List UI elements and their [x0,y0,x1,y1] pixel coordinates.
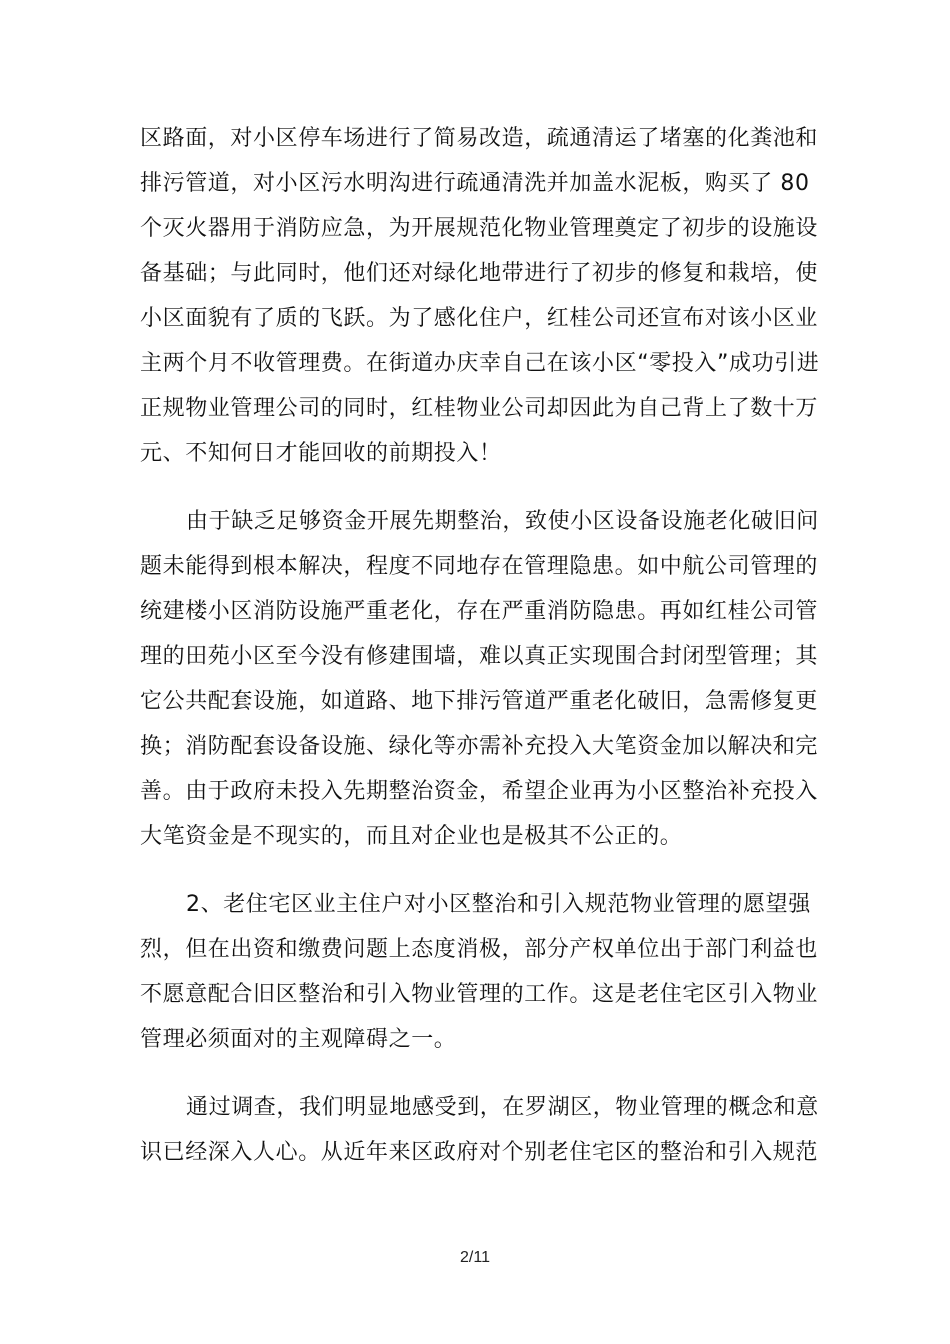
text-line: 主两个月不收管理费。在街道办庆幸自己在该小区“零投入”成功引进 [140,351,820,376]
text-line: 理的田苑小区至今没有修建围墙，难以真正实现围合封闭型管理；其 [140,644,819,669]
paragraph-first-line: 由于缺乏足够资金开展先期整治，致使小区设备设施老化破旧问 [186,509,819,534]
text-line: 它公共配套设施，如道路、地下排污管道严重老化破旧，急需修复更 [140,689,819,714]
text-line: 换；消防配套设备设施、绿化等亦需补充投入大笔资金加以解决和完 [140,734,819,759]
text-line: 备基础；与此同时，他们还对绿化地带进行了初步的修复和栽培，使 [140,261,819,286]
text-line: 区路面，对小区停车场进行了简易改造，疏通清运了堵塞的化粪池和 [140,126,819,151]
text-line: 不愿意配合旧区整治和引入物业管理的工作。这是老住宅区引入物业 [140,982,819,1007]
text-line: 元、不知何日才能回收的前期投入！ [140,441,502,466]
text-line: 个灭火器用于消防应急，为开展规范化物业管理奠定了初步的设施设 [140,216,819,241]
text-line: 小区面貌有了质的飞跃。为了感化住户，红桂公司还宣布对该小区业 [140,306,819,331]
text-line: 大笔资金是不现实的，而且对企业也是极其不公正的。 [140,824,683,849]
page-number: 2/11 [460,1249,490,1266]
text-line: 善。由于政府未投入先期整治资金，希望企业再为小区整治补充投入 [140,779,819,804]
text-line: 排污管道，对小区污水明沟进行疏通清洗并加盖水泥板，购买了 80 [140,171,810,196]
paragraph-first-line: 2、老住宅区业主住户对小区整治和引入规范物业管理的愿望强 [186,892,811,917]
text-line: 烈，但在出资和缴费问题上态度消极，部分产权单位出于部门利益也 [140,937,819,962]
text-line: 识已经深入人心。从近年来区政府对个别老住宅区的整治和引入规范 [140,1140,819,1165]
text-line: 统建楼小区消防设施严重老化，存在严重消防隐患。再如红桂公司管 [140,599,819,624]
text-line: 管理必须面对的主观障碍之一。 [140,1027,457,1052]
text-line: 题未能得到根本解决，程度不同地存在管理隐患。如中航公司管理的 [140,554,819,579]
text-line: 正规物业管理公司的同时，红桂物业公司却因此为自己背上了数十万 [140,396,819,421]
paragraph-first-line: 通过调查，我们明显地感受到，在罗湖区，物业管理的概念和意 [186,1095,819,1120]
